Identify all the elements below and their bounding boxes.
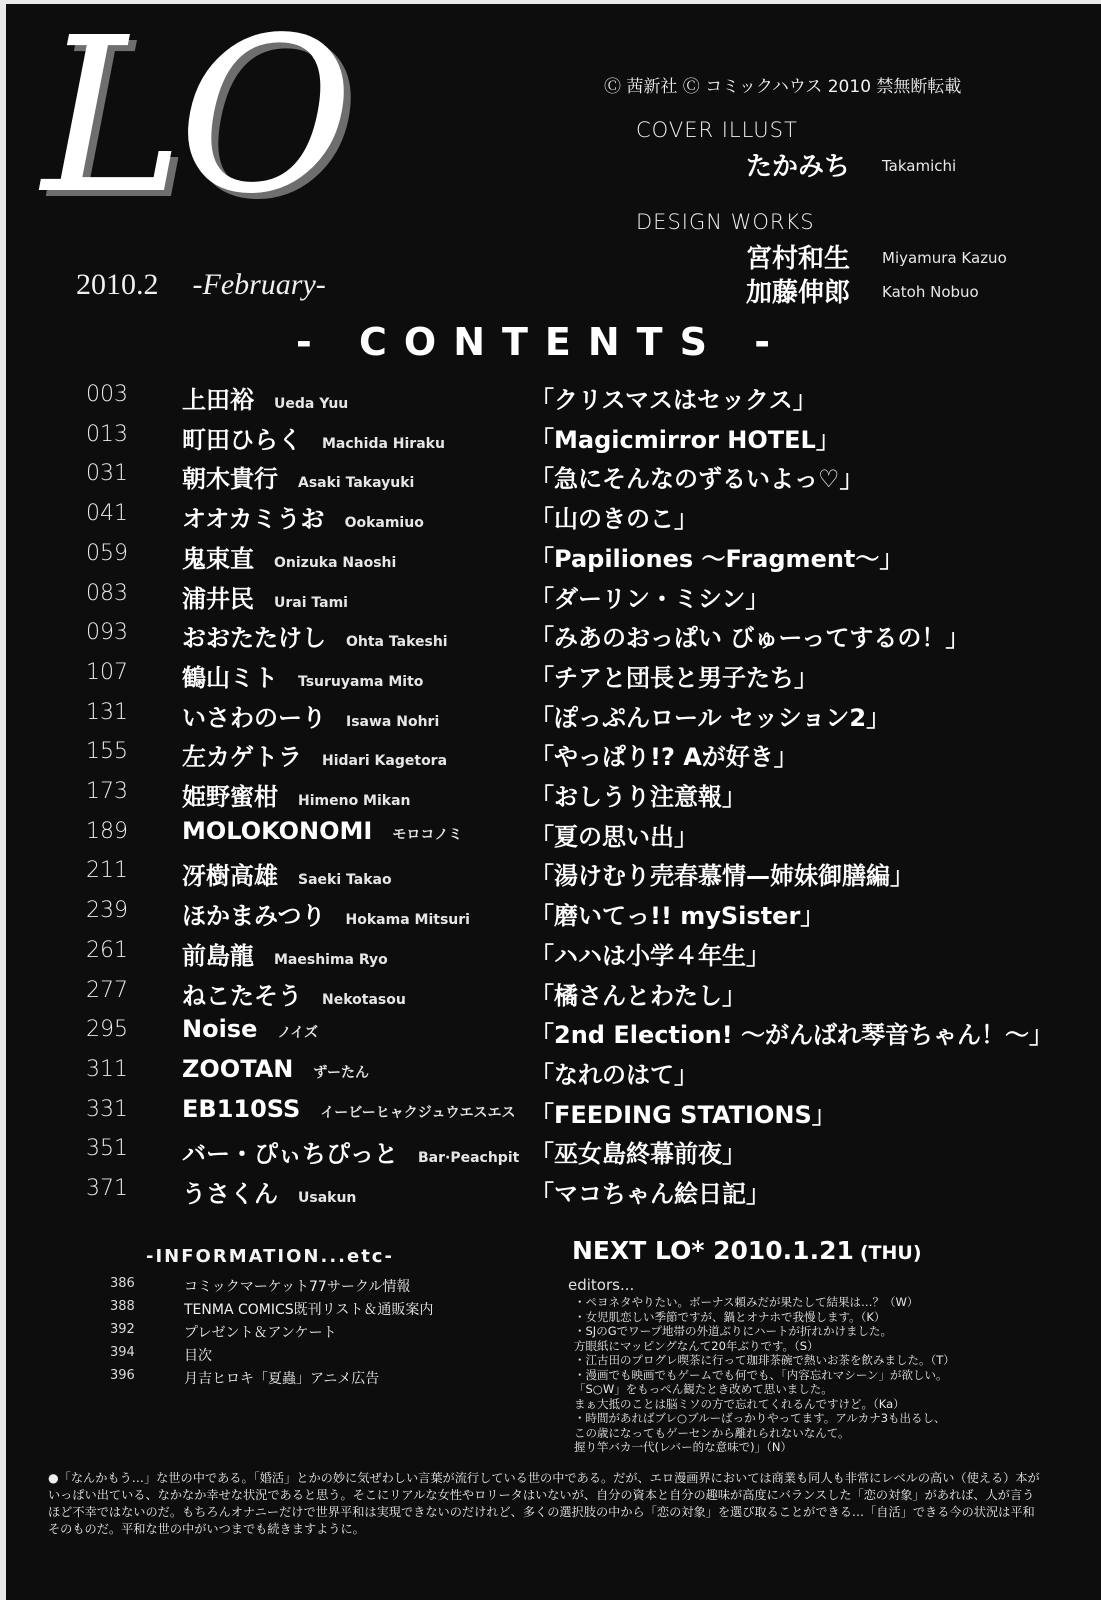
info-page-number: 392 <box>110 1322 135 1337</box>
toc-author-name: 鶴山ミト <box>182 663 278 692</box>
toc-story-title: 「2nd Election! 〜がんばれ琴音ちゃん！〜」 <box>530 1021 1054 1050</box>
info-page-number: 396 <box>110 1368 135 1383</box>
toc-author-name: 浦井民 <box>182 584 254 613</box>
toc-page-number: 239 <box>86 898 128 924</box>
toc-author <box>182 499 424 534</box>
toc-row <box>0 459 1101 495</box>
toc-story-title: 「クリスマスはセックス」 <box>530 386 817 414</box>
toc-story-title: 「急にそんなのずるいよっ♡」 <box>530 465 864 494</box>
toc-author-name: 左カゲトラ <box>182 743 302 772</box>
toc-author-romaji: Machida Hiraku <box>322 435 445 452</box>
toc-author <box>182 936 388 971</box>
editor-comment-line: ・漫画でも映画でもゲームでも何でも、「内容忘れマシーン」が欲しい。 <box>574 1367 948 1382</box>
toc-page-number: 371 <box>86 1176 128 1201</box>
toc-row <box>0 976 1101 1012</box>
info-page-number: 388 <box>110 1299 135 1314</box>
toc-author <box>182 579 348 614</box>
cover-illust-name: たかみち <box>746 152 851 182</box>
toc-author-romaji: ずーたん <box>313 1064 369 1081</box>
toc-author <box>182 1134 519 1169</box>
toc-page-number: 351 <box>86 1136 128 1162</box>
toc-story-title: 「なれのはて」 <box>530 1060 698 1089</box>
toc-author <box>182 1015 318 1043</box>
info-item-text: プレゼント＆アンケート <box>184 1325 337 1341</box>
editor-comment-line: ・江古田のプログレ喫茶に行って珈琲茶碗で熱いお茶を飲みました。（T） <box>574 1353 955 1367</box>
info-item-text: TENMA COMICS既刊リスト＆通販案内 <box>184 1302 434 1318</box>
editor-comment-line: ・SJのGでワープ地帯の外道ぶりにハートが折れかけました。 <box>574 1324 893 1338</box>
toc-row <box>0 777 1101 813</box>
toc-author <box>182 976 406 1011</box>
toc-author-romaji: Isawa Nohri <box>346 713 440 730</box>
toc-page-number: 261 <box>86 937 128 963</box>
toc-story-title: 「巫女島終幕前夜」 <box>530 1140 746 1169</box>
toc-row <box>0 579 1101 615</box>
toc-author-romaji: Hidari Kagetora <box>322 753 448 770</box>
toc-author-name: 朝木貴行 <box>182 465 278 494</box>
toc-row <box>0 856 1101 892</box>
editor-comment-line: 握り竿バカ一代(レバー的な意味で)」（N） <box>574 1440 793 1454</box>
toc-author-romaji: イービーヒャクジュウエスエス <box>320 1104 516 1121</box>
issue-month: -February- <box>192 268 326 301</box>
toc-page-number: 189 <box>86 818 128 844</box>
toc-author-name: 冴樹高雄 <box>182 862 278 891</box>
toc-row <box>0 618 1101 654</box>
toc-author-romaji: Nekotasou <box>322 991 406 1008</box>
toc-story-title: 「FEEDING STATIONS」 <box>530 1100 836 1129</box>
toc-author-name: 上田裕 <box>182 386 254 414</box>
toc-story-title: 「やっぱり!? Aが好き」 <box>530 743 798 772</box>
toc-row <box>0 737 1101 773</box>
toc-author <box>182 856 392 891</box>
toc-author <box>182 618 448 653</box>
toc-author-romaji: Tsuruyama Mito <box>298 673 424 690</box>
toc-story-title: 「チアと団長と男子たち」 <box>530 663 818 692</box>
toc-row <box>0 936 1101 972</box>
toc-author-romaji: ノイズ <box>277 1025 318 1042</box>
toc-author <box>182 777 411 812</box>
toc-author-name: ほかまみつり <box>182 902 326 931</box>
toc-page-number: 093 <box>86 620 128 646</box>
toc-story-title: 「ダーリン・ミシン」 <box>530 584 770 613</box>
toc-author-romaji: Maeshima Ryo <box>274 951 388 968</box>
toc-author-romaji: Ohta Takeshi <box>346 634 448 651</box>
toc-author-name: 鬼束直 <box>182 544 254 573</box>
toc-author-romaji: Hokama Mitsuri <box>345 912 470 929</box>
toc-author-romaji: Onizuka Naoshi <box>274 554 397 571</box>
toc-author-romaji: Usakun <box>298 1190 357 1206</box>
toc-story-title: 「湯けむり売春慕情—姉妹御膳編」 <box>530 862 914 891</box>
info-item-text: 月吉ヒロキ「夏蟲」アニメ広告 <box>184 1371 380 1387</box>
info-item-text: コミックマーケット77サークル情報 <box>184 1279 411 1295</box>
toc-author-romaji: Urai Tami <box>274 594 348 611</box>
toc-page-number: 083 <box>86 580 128 606</box>
toc-page-number: 211 <box>86 858 128 884</box>
toc-author-name: Noise <box>182 1015 258 1044</box>
next-issue-label: NEXT LO* 2010.1.21 <box>572 1236 854 1265</box>
info-page-number: 394 <box>110 1345 135 1360</box>
toc-author-name: 町田ひらく <box>182 425 302 454</box>
toc-author <box>182 539 396 574</box>
magazine-logo: LO <box>42 0 348 241</box>
footer-line: ほど不幸ではないのだ。もちろんオナニーだけで世界平和は実現できないのだけれど、多くの選択肢の中から「恋の対象」を選び取ることができる…「自活」できる今の状況は平和 <box>48 1505 1035 1519</box>
toc-row <box>0 698 1101 734</box>
toc-row <box>0 420 1101 456</box>
toc-page-number: 003 <box>86 382 128 407</box>
toc-story-title: 「ハハは小学４年生」 <box>530 941 770 970</box>
toc-story-title: 「Magicmirror HOTEL」 <box>530 425 840 454</box>
toc-page-number: 311 <box>86 1056 128 1082</box>
toc-author <box>182 459 414 494</box>
toc-author <box>182 896 470 931</box>
info-page-number: 386 <box>110 1276 135 1291</box>
toc-page-number: 331 <box>86 1096 128 1122</box>
toc-author-name: いさわのーり <box>182 703 326 732</box>
toc-row <box>0 1174 1101 1210</box>
toc-author-name: ねこたそう <box>182 981 302 1010</box>
toc-author <box>182 380 348 415</box>
toc-row <box>0 1015 1101 1051</box>
toc-row <box>0 817 1101 853</box>
toc-page-number: 277 <box>86 977 128 1003</box>
editorial-footer <box>48 1470 1048 1538</box>
editor-comment-line: ・女児肌恋しい季節ですが、鍋とオナホで我慢します。（K） <box>574 1309 886 1324</box>
editor-comment-line: 「S○W」をもっぺん観たとき改めて思いました。 <box>574 1382 833 1396</box>
toc-story-title: 「Papiliones 〜Fragment〜」 <box>530 544 904 573</box>
designer-romaji: Katoh Nobuo <box>882 283 979 301</box>
toc-row <box>0 658 1101 694</box>
cover-illust-label: COVER ILLUST <box>636 118 798 142</box>
toc-page-number: 155 <box>86 739 128 765</box>
toc-author-romaji: Ueda Yuu <box>274 396 349 412</box>
toc-row <box>0 1095 1101 1131</box>
toc-page-number: 173 <box>86 779 128 804</box>
toc-author <box>182 420 445 455</box>
toc-author-name: おおたたけし <box>182 624 326 653</box>
toc-author-name: EB110SS <box>182 1094 301 1123</box>
toc-author <box>182 1174 356 1209</box>
designer-name: 宮村和生 <box>746 244 851 274</box>
editor-comment-line: 方眼紙にマッピングなんて20年ぶりです。（S） <box>574 1338 819 1353</box>
next-issue-day: (THU) <box>859 1242 922 1264</box>
designer-name: 加藤伸郎 <box>746 278 851 308</box>
toc-author-romaji: Asaki Takayuki <box>298 475 415 492</box>
toc-row <box>0 896 1101 932</box>
toc-story-title: 「山のきのこ」 <box>530 505 698 534</box>
toc-row <box>0 1055 1101 1091</box>
toc-story-title: 「マコちゃん絵日記」 <box>530 1180 770 1208</box>
toc-author <box>182 817 462 845</box>
issue-date <box>76 268 326 302</box>
editors-label: editors... <box>568 1276 635 1294</box>
information-heading: -INFORMATION...etc- <box>146 1246 394 1267</box>
editor-comment-line: ・時間があればブレ○ブルーばっかりやってます。アルカナ3も出るし、 <box>574 1411 946 1425</box>
editor-comment-line: まぁ大抵のことは脳ミソの方で忘れてくれるんですけど。（Ka） <box>574 1396 905 1411</box>
toc-author-romaji: Ookamiuo <box>344 515 424 532</box>
toc-page-number: 131 <box>86 699 128 725</box>
toc-author <box>182 658 423 693</box>
toc-story-title: 「磨いてっ!! mySister」 <box>530 902 825 931</box>
toc-row <box>0 1134 1101 1170</box>
toc-page-number: 295 <box>86 1017 128 1043</box>
designer-romaji: Miyamura Kazuo <box>882 249 1007 267</box>
toc-author <box>182 1055 369 1083</box>
toc-story-title: 「夏の思い出」 <box>530 822 698 851</box>
toc-story-title: 「みあのおっぱい びゅーってするの！」 <box>530 624 970 653</box>
toc-author-name: MOLOKONOMI <box>182 816 373 845</box>
toc-author-name: ZOOTAN <box>182 1054 294 1083</box>
toc-author <box>182 1095 515 1123</box>
toc-author-name: うさくん <box>182 1180 278 1208</box>
footer-line: いっぱい出ている、なかなか幸せな状況であると思う。そこにリアルな女性やロリータはいないが、自分の資本と自分の趣味が高度にバランスした「恋の対象」があれば、人が言う <box>48 1488 1035 1502</box>
toc-author <box>182 698 439 733</box>
toc-page-number: 041 <box>86 501 128 527</box>
toc-story-title: 「おしうり注意報」 <box>530 783 746 811</box>
toc-row <box>0 539 1101 575</box>
toc-page-number: 013 <box>86 421 128 447</box>
toc-page-number: 107 <box>86 659 128 685</box>
toc-author-name: 姫野蜜柑 <box>182 783 278 811</box>
toc-story-title: 「橘さんとわたし」 <box>530 981 746 1010</box>
toc-author-romaji: モロコノミ <box>392 826 463 843</box>
issue-number: 2010.2 <box>76 268 159 301</box>
toc-row <box>0 380 1101 416</box>
design-works-label: DESIGN WORKS <box>636 210 815 234</box>
copyright-notice: Ⓒ 茜新社 Ⓒ コミックハウス 2010 禁無断転載 <box>604 77 962 97</box>
toc-story-title: 「ぽっぷんロール セッション2」 <box>530 703 891 732</box>
toc-author-name: オオカミうお <box>182 505 325 534</box>
toc-row <box>0 499 1101 535</box>
toc-author <box>182 737 447 772</box>
cover-illust-romaji: Takamichi <box>882 157 957 175</box>
next-issue-date <box>572 1236 922 1265</box>
toc-author-romaji: Himeno Mikan <box>298 793 411 809</box>
toc-page-number: 059 <box>86 540 128 566</box>
editor-comment-line: この歳になってもゲーセンから離れられないなんて。 <box>574 1425 850 1440</box>
editor-comment-line: ・ペヨネタやりたい。ボーナス頼みだが果たして結果は…？（W） <box>574 1295 919 1309</box>
toc-author-romaji: Saeki Takao <box>298 872 392 889</box>
toc-author-name: バー・ぴぃちぴっと <box>182 1140 398 1169</box>
contents-heading: - CONTENTS - <box>296 320 787 364</box>
footer-line: そのものだ。平和な世の中がいつまでも続きますように。 <box>48 1522 365 1536</box>
footer-line: ●「なんかもう…」な世の中である。「婚活」とかの妙に気ぜわしい言葉が流行している世の中である。だが、エロ漫画界においては商業も同人も非常にレベルの高い（使える）本が <box>48 1471 1040 1485</box>
toc-author-romaji: Bar·Peachpit <box>418 1150 520 1167</box>
toc-author-name: 前島龍 <box>182 941 254 970</box>
toc-page-number: 031 <box>86 461 128 487</box>
info-item-text: 目次 <box>184 1348 212 1364</box>
